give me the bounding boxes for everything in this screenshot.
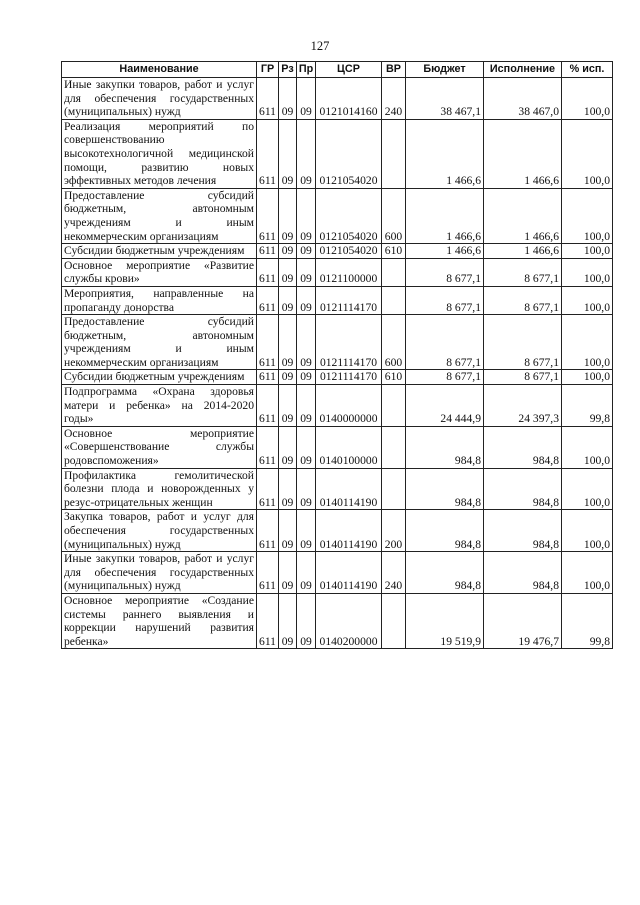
cell-name: Подпрограмма «Охрана здоровья матери и ребенка» на 2014-2020 годы» — [62, 385, 257, 427]
cell-pr: 09 — [297, 188, 316, 243]
cell-execution: 8 677,1 — [484, 258, 562, 286]
table-row — [62, 593, 613, 648]
table-row — [62, 552, 613, 594]
cell-vr: 610 — [382, 244, 406, 259]
table-row — [62, 244, 613, 259]
cell-rz: 09 — [279, 510, 297, 552]
cell-execution: 24 397,3 — [484, 385, 562, 427]
cell-execution: 8 677,1 — [484, 370, 562, 385]
cell-vr — [382, 593, 406, 648]
cell-gr: 611 — [257, 426, 279, 468]
cell-csr: 0121114170 — [316, 286, 382, 314]
cell-pr: 09 — [297, 468, 316, 510]
table-row — [62, 370, 613, 385]
cell-execution: 984,8 — [484, 552, 562, 594]
header-execution: Исполнение — [484, 62, 562, 78]
cell-gr: 611 — [257, 119, 279, 188]
cell-pct: 100,0 — [562, 188, 613, 243]
cell-execution: 984,8 — [484, 468, 562, 510]
cell-pct: 100,0 — [562, 510, 613, 552]
cell-gr: 611 — [257, 286, 279, 314]
cell-pr: 09 — [297, 244, 316, 259]
cell-execution: 8 677,1 — [484, 286, 562, 314]
cell-execution: 1 466,6 — [484, 188, 562, 243]
cell-vr — [382, 119, 406, 188]
cell-pr: 09 — [297, 258, 316, 286]
table-row — [62, 426, 613, 468]
cell-gr: 611 — [257, 315, 279, 370]
budget-execution-table — [61, 61, 613, 649]
cell-name: Основное мероприятие «Развитие службы крови» — [62, 258, 257, 286]
cell-rz: 09 — [279, 385, 297, 427]
cell-pct: 100,0 — [562, 552, 613, 594]
cell-budget: 984,8 — [406, 510, 484, 552]
cell-budget: 1 466,6 — [406, 244, 484, 259]
header-pct: % исп. — [562, 62, 613, 78]
cell-vr — [382, 385, 406, 427]
cell-pct: 100,0 — [562, 244, 613, 259]
page-number: 127 — [310, 39, 330, 53]
header-pr: Пр — [297, 62, 316, 78]
cell-csr: 0121054020 — [316, 244, 382, 259]
cell-csr: 0140114190 — [316, 552, 382, 594]
cell-vr — [382, 468, 406, 510]
table-row — [62, 468, 613, 510]
cell-gr: 611 — [257, 468, 279, 510]
cell-rz: 09 — [279, 593, 297, 648]
header-vr: ВР — [382, 62, 406, 78]
cell-pr: 09 — [297, 385, 316, 427]
table-row — [62, 510, 613, 552]
cell-pct: 99,8 — [562, 593, 613, 648]
cell-csr: 0140100000 — [316, 426, 382, 468]
cell-pct: 100,0 — [562, 426, 613, 468]
cell-budget: 38 467,1 — [406, 78, 484, 120]
cell-name: Закупка товаров, работ и услуг для обеспечения государственных (муниципальных) нужд — [62, 510, 257, 552]
cell-vr: 240 — [382, 552, 406, 594]
cell-rz: 09 — [279, 370, 297, 385]
cell-pct: 99,8 — [562, 385, 613, 427]
cell-pr: 09 — [297, 426, 316, 468]
cell-budget: 8 677,1 — [406, 315, 484, 370]
cell-pr: 09 — [297, 78, 316, 120]
cell-rz: 09 — [279, 552, 297, 594]
cell-vr: 600 — [382, 188, 406, 243]
cell-name: Основное мероприятие «Создание системы раннего выявления и коррекции нарушений развития ребенка» — [62, 593, 257, 648]
cell-pct: 100,0 — [562, 78, 613, 120]
header-csr: ЦСР — [316, 62, 382, 78]
cell-name: Иные закупки товаров, работ и услуг для обеспечения государственных (муниципальных) нужд — [62, 552, 257, 594]
cell-budget: 8 677,1 — [406, 370, 484, 385]
cell-vr: 200 — [382, 510, 406, 552]
table-row — [62, 119, 613, 188]
cell-budget: 19 519,9 — [406, 593, 484, 648]
cell-csr: 0121114170 — [316, 315, 382, 370]
cell-budget: 984,8 — [406, 468, 484, 510]
table-row — [62, 188, 613, 243]
cell-pct: 100,0 — [562, 119, 613, 188]
cell-csr: 0121054020 — [316, 188, 382, 243]
cell-execution: 38 467,0 — [484, 78, 562, 120]
cell-pct: 100,0 — [562, 286, 613, 314]
cell-rz: 09 — [279, 468, 297, 510]
table-row — [62, 286, 613, 314]
cell-name: Реализация мероприятий по совершенствованию высокотехнологичной медицинской помощи, развитию новых эффективных методов лечения — [62, 119, 257, 188]
cell-pr: 09 — [297, 370, 316, 385]
cell-vr: 240 — [382, 78, 406, 120]
cell-gr: 611 — [257, 258, 279, 286]
cell-gr: 611 — [257, 552, 279, 594]
header-rz: Рз — [279, 62, 297, 78]
cell-pr: 09 — [297, 510, 316, 552]
header-gr: ГР — [257, 62, 279, 78]
table-header-row — [62, 62, 613, 78]
cell-vr — [382, 426, 406, 468]
cell-rz: 09 — [279, 286, 297, 314]
cell-name: Субсидии бюджетным учреждениям — [62, 370, 257, 385]
table-row — [62, 258, 613, 286]
cell-budget: 24 444,9 — [406, 385, 484, 427]
cell-gr: 611 — [257, 593, 279, 648]
cell-csr: 0121114170 — [316, 370, 382, 385]
cell-name: Предоставление субсидий бюджетным, автономным учреждениям и иным некоммерческим организациям — [62, 315, 257, 370]
cell-execution: 984,8 — [484, 426, 562, 468]
cell-budget: 1 466,6 — [406, 119, 484, 188]
table-row — [62, 315, 613, 370]
table-row — [62, 78, 613, 120]
cell-rz: 09 — [279, 119, 297, 188]
cell-rz: 09 — [279, 426, 297, 468]
cell-pr: 09 — [297, 119, 316, 188]
cell-csr: 0121100000 — [316, 258, 382, 286]
cell-name: Иные закупки товаров, работ и услуг для обеспечения государственных (муниципальных) нужд — [62, 78, 257, 120]
cell-vr: 610 — [382, 370, 406, 385]
cell-vr — [382, 286, 406, 314]
cell-budget: 984,8 — [406, 552, 484, 594]
cell-rz: 09 — [279, 188, 297, 243]
cell-rz: 09 — [279, 78, 297, 120]
cell-csr: 0121014160 — [316, 78, 382, 120]
cell-gr: 611 — [257, 385, 279, 427]
cell-pr: 09 — [297, 593, 316, 648]
cell-csr: 0140000000 — [316, 385, 382, 427]
cell-pr: 09 — [297, 552, 316, 594]
cell-rz: 09 — [279, 244, 297, 259]
cell-rz: 09 — [279, 315, 297, 370]
cell-name: Профилактика гемолитической болезни плода и новорожденных у резус-отрицательных женщин — [62, 468, 257, 510]
cell-pr: 09 — [297, 315, 316, 370]
cell-csr: 0140114190 — [316, 510, 382, 552]
cell-execution: 1 466,6 — [484, 119, 562, 188]
cell-vr: 600 — [382, 315, 406, 370]
cell-gr: 611 — [257, 244, 279, 259]
header-budget: Бюджет — [406, 62, 484, 78]
cell-csr: 0140200000 — [316, 593, 382, 648]
cell-budget: 984,8 — [406, 426, 484, 468]
cell-execution: 984,8 — [484, 510, 562, 552]
cell-pct: 100,0 — [562, 315, 613, 370]
cell-name: Предоставление субсидий бюджетным, автономным учреждениям и иным некоммерческим организациям — [62, 188, 257, 243]
cell-gr: 611 — [257, 188, 279, 243]
cell-gr: 611 — [257, 78, 279, 120]
cell-rz: 09 — [279, 258, 297, 286]
cell-pct: 100,0 — [562, 370, 613, 385]
cell-gr: 611 — [257, 510, 279, 552]
cell-execution: 8 677,1 — [484, 315, 562, 370]
cell-budget: 1 466,6 — [406, 188, 484, 243]
cell-name: Субсидии бюджетным учреждениям — [62, 244, 257, 259]
cell-csr: 0140114190 — [316, 468, 382, 510]
cell-vr — [382, 258, 406, 286]
table-row — [62, 385, 613, 427]
cell-pr: 09 — [297, 286, 316, 314]
cell-csr: 0121054020 — [316, 119, 382, 188]
header-name: Наименование — [62, 62, 257, 78]
cell-pct: 100,0 — [562, 258, 613, 286]
cell-name: Мероприятия, направленные на пропаганду донорства — [62, 286, 257, 314]
cell-execution: 1 466,6 — [484, 244, 562, 259]
cell-pct: 100,0 — [562, 468, 613, 510]
cell-gr: 611 — [257, 370, 279, 385]
cell-execution: 19 476,7 — [484, 593, 562, 648]
table-body — [62, 78, 613, 649]
cell-budget: 8 677,1 — [406, 258, 484, 286]
cell-name: Основное мероприятие «Совершенствование службы родовспоможения» — [62, 426, 257, 468]
cell-budget: 8 677,1 — [406, 286, 484, 314]
